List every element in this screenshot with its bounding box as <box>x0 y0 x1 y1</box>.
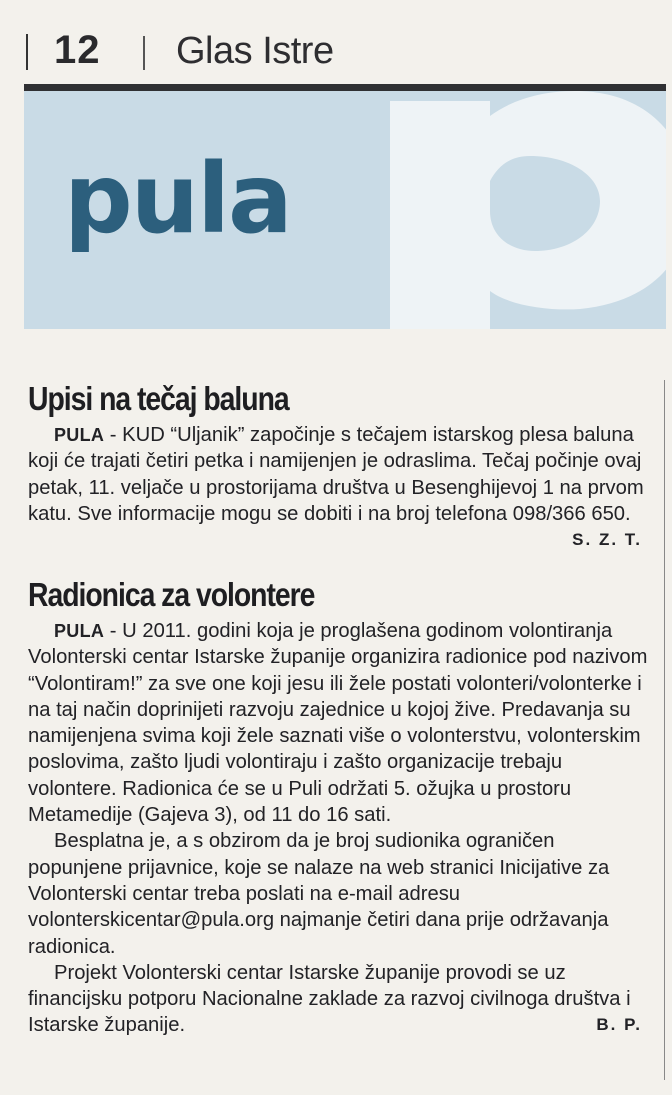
article-paragraph <box>28 422 652 550</box>
header-rule <box>24 84 666 91</box>
paragraph-text: U 2011. godini koja je proglašena godinom volontiranja Volonterski centar Istarske županije organizira radionice pod nazivom “Volontiram!” za sve one koji jesu ili žele postati volonteri/volonterke i na taj način doprinijeti razvoju zajednice u kojoj žive. Predavanja su namijenjena svima koji žele saznati više o volonterstvu, volonterskim poslovima, zašto ljudi volontiraju i zašto organizacije trebaju volontere. Radionica će se u Puli održati 5. ožujka u prostoru Metamedije (Gajeva 3), od 11 do 16 sati. <box>28 620 648 827</box>
section-banner <box>24 91 666 329</box>
dateline-separator: - <box>104 424 123 446</box>
newspaper-name: Glas Istre <box>176 30 334 72</box>
dateline: PULA <box>54 425 105 445</box>
byline: S. Z. T. <box>572 530 642 550</box>
article-paragraph <box>28 618 652 828</box>
page-header <box>0 0 672 92</box>
article-paragraph <box>28 960 652 1039</box>
dateline: PULA <box>54 621 105 641</box>
paragraph-text: Projekt Volonterski centar Istarske županije provodi se uz financijsku potporu Nacionalne zaklade za razvoj civilnoga društva i Istarske županije. <box>28 961 631 1037</box>
page-number: 12 <box>54 28 101 72</box>
article-balun <box>28 380 652 553</box>
article-headline: Radionica za volontere <box>28 576 315 613</box>
paragraph-text: Besplatna je, a s obzirom da je broj sudionika ograničen popunjene prijavnice, koje se nalaze na web stranici Inicijative za Volonterski centar treba poslati na e-mail adresu volonterskicentar@pula.org najmanje četiri dana prije održavanja radionica. <box>28 830 610 958</box>
article-radionica <box>28 576 652 1039</box>
header-divider <box>143 36 145 70</box>
column-divider <box>664 380 665 1080</box>
byline: B. P. <box>596 1015 642 1035</box>
section-logo-p <box>360 91 666 329</box>
section-title: pula <box>64 143 291 255</box>
article-body <box>28 618 652 1039</box>
paragraph-text: KUD “Uljanik” započinje s tečajem istarskog plesa baluna koji će trajati četiri petka i namijenjen je odraslima. Tečaj počinje ovaj petak, 11. veljače u prostorijama društva u Besenghijevoj 1 na prvom katu. Sve informacije mogu se dobiti i na broj telefona 098/366 650. <box>28 424 644 525</box>
header-divider-left <box>26 34 28 70</box>
article-paragraph <box>28 828 652 959</box>
article-body <box>28 422 652 550</box>
article-headline: Upisi na tečaj baluna <box>28 380 289 417</box>
dateline-separator: - <box>104 620 123 642</box>
